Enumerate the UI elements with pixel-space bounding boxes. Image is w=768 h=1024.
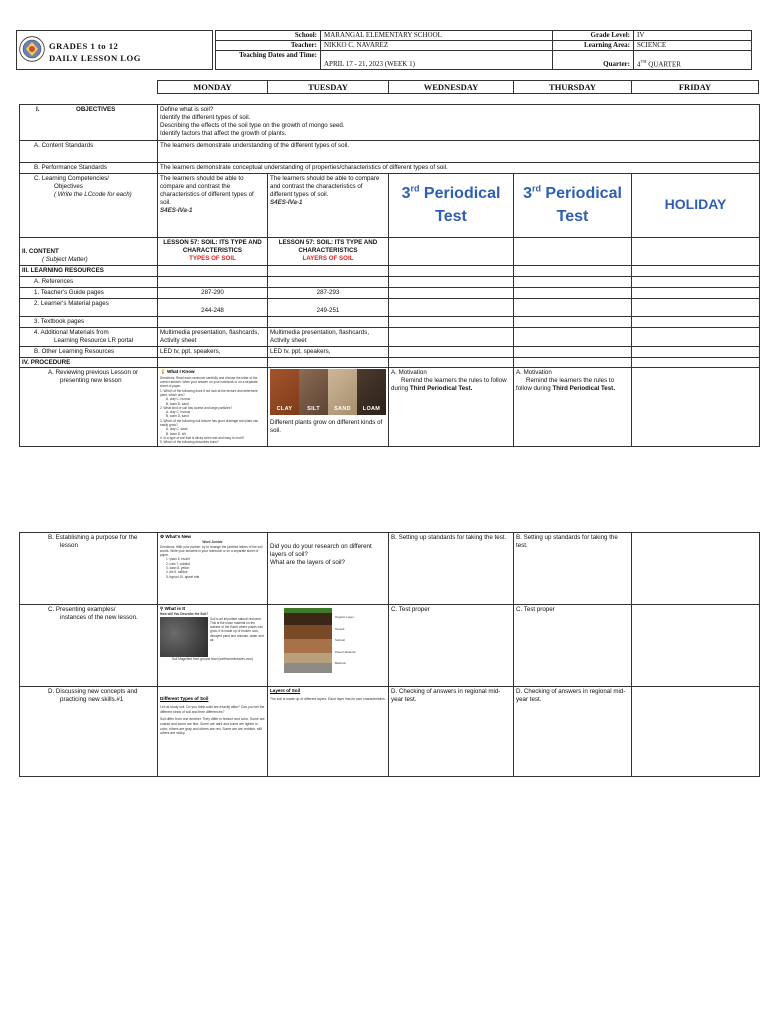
grade-value: IV [634,31,752,41]
am-mon: Multimedia presentation, flashcards, Activity sheet [158,327,268,346]
school-label: School: [216,31,321,41]
tg-tue: 287-293 [268,287,389,298]
examples-mon-worksheet: ⚲ What is It How will You Describe the Soil? Soil is an important natural resource. This is the loose material on the surface of the Earth where plants can grow. It is made up of broken rock, decayed plant and animals, water and air. Soil Magnified from ground level (earthwormheaven.com) [158,605,268,687]
procedure-label: IV. PROCEDURE [20,357,158,368]
olr-label: B. Other Learning Resources [20,346,158,357]
area-label: Learning Area: [553,41,634,51]
content-label: II. CONTENT ( Subject Matter) [20,237,158,265]
soil-photo [160,617,208,657]
references-label: A. References [20,276,158,287]
content-tue: LESSON 57: SOIL: ITS TYPE AND CHARACTERISTICS LAYERS OF SOIL [268,237,389,265]
holiday-fri: HOLIDAY [632,173,760,237]
olr-tue: LED tv, ppt, speakers, [268,346,389,357]
teacher-label: Teacher: [216,41,321,51]
purpose-tue: Did you do your research on different layers of soil? What are the layers of soil? [268,533,389,605]
soil-silt: SILT [299,369,328,415]
day-thursday: THURSDAY [514,81,632,94]
tb-label: 3. Textbook pages [20,316,158,327]
examples-thu: C. Test proper [514,605,632,687]
soil-samples-image [270,369,386,415]
review-wed: A. Motivation Remind the learners the rules to follow during Third Periodical Test. [389,368,514,446]
examples-label: C. Presenting examples/ instances of the new lesson. [20,605,158,687]
day-header [157,80,759,94]
review-thu: A. Motivation Remind the learners the rules to follow during Third Periodical Test. [514,368,632,446]
am-tue: Multimedia presentation, flashcards, Activity sheet [268,327,389,346]
grade-label: Grade Level: [553,31,634,41]
telescope-icon: ⚙ [160,534,165,539]
discuss-mon-worksheet: Different Types of Soil Let us study soil. Do you think soils are exactly alike? Can you tell the different kinds of soil and their differences? Soil differ from one another. They differ in texture and color. Some are coarse and some are fine. Some are dark and some are lighter in color, others are gray and others are red. Some are are reddish, still others are sticky. [158,687,268,777]
periodical-test-thu: 3rd Periodical Test [514,173,632,237]
performance-standards-label: B. Performance Standards [20,163,158,174]
periodical-test-wed: 3rd Periodical Test [389,173,514,237]
discuss-tue-worksheet: Layers of Soil The soil is made up of different layers. Each layer has its own characteristics. [268,687,389,777]
lm-label: 2. Learner's Material pages [20,298,158,316]
magnifier-icon: ⚲ [160,606,164,611]
log-title-line2: DAILY LESSON LOG [49,53,141,63]
competencies-label: C. Learning Competencies/ Objectives ( Write the LCcode for each) [20,173,158,237]
tg-mon: 287-290 [158,287,268,298]
soil-clay: CLAY [270,369,299,415]
competencies-tue: The learners should be able to compare and contrast the characteristics of different types of soil. S4ES-IVa-1 [268,173,389,237]
day-wednesday: WEDNESDAY [389,81,514,94]
examples-tue [268,605,389,687]
purpose-mon-worksheet: ⚙ What's New Word Jumble Directions: With your partner, try to arrange the jumbled letters of the soil words. Write your answers in your notebook or on a separate sheet of paper. 1. ylacs 6. esulirt 2. nalo 7. sullahd 3. dasn 8. yellon 4. itls 9. tuffdoe 5. bgruot 10. ajnsel ride [158,533,268,605]
content-mon: LESSON 57: SOIL: ITS TYPE AND CHARACTERISTICS TYPES OF SOIL [158,237,268,265]
discuss-thu: D. Checking of answers in regional mid-year test. [514,687,632,777]
teacher-value: NIKKO C. NAVAREZ [321,41,553,51]
purpose-wed: B. Setting up standards for taking the test. [389,533,514,605]
content-standards-text: The learners demonstrate understanding of the different types of soil. [158,141,760,163]
dates-label: Teaching Dates and Time: [216,51,321,70]
quarter-value: 4TH QUARTER [634,51,752,70]
review-mon-worksheet: 💡 What I Know Directions: Read each sentence carefully and choose the letter of the correct answer. Write your answer on your notebook or on a separate sheet of paper. 1. Which of the following does it not look at the texture and determine plant, which one? A. clay C. humus B. loam D. sand 2. What kind of soil has coarse and large particles? A. clay C. humus B. loam D. sand 3. Which of the following soil texture has good drainage and plant can easily grow? A. clay C. sand B. loam D. silt 4. Is a type of soil that is sticky when wet and easy to mold? 5. Which of the following describes loam? [158,368,268,446]
logo-box [16,30,213,70]
competencies-mon: The learners should be able to compare and contrast the characteristics of different types of soil. S4ES-IVa-1 [158,173,268,237]
soil-layers-diagram: Organic Layer Topsoil Subsoil Parent Material Bedrock [284,608,386,673]
objectives-text: Define what is soil? Identify the different types of soil. Describing the effects of the soil type on the growth of mongo seed. Identify factors that affect the growth of plants. [158,105,760,141]
quarter-label: Quarter: [553,51,634,70]
examples-wed: C. Test proper [389,605,514,687]
resources-label: III. LEARNING RESOURCES [20,265,158,276]
day-monday: MONDAY [158,81,268,94]
dates-value: APRIL 17 - 21, 2023 (WEEK 1) [321,51,553,70]
review-tue: CLAY SILT SAND LOAM Different plants grow on different kinds of soil. [268,368,389,446]
area-value: SCIENCE [634,41,752,51]
am-label: 4. Additional Materials from Learning Resource LR portal [20,327,158,346]
day-tuesday: TUESDAY [268,81,389,94]
tg-label: 1. Teacher's Guide pages [20,287,158,298]
header-table [215,30,752,70]
lesson-table-continued [19,532,760,777]
purpose-label: B. Establishing a purpose for the lesson [20,533,158,605]
lm-tue: 249-251 [268,298,389,316]
soil-sand: SAND [328,369,357,415]
day-friday: FRIDAY [632,81,759,94]
discuss-label: D. Discussing new concepts and practicing new skills.#1 [20,687,158,777]
lesson-table-main [19,104,760,447]
discuss-wed: D. Checking of answers in regional mid-year test. [389,687,514,777]
content-standards-label: A. Content Standards [20,141,158,163]
objectives-label: I. OBJECTIVES [20,105,158,141]
lm-mon: 244-248 [158,298,268,316]
performance-standards-text: The learners demonstrate conceptual understanding of properties/characteristics of different types of soil. [158,163,760,174]
olr-mon: LED tv, ppt, speakers, [158,346,268,357]
school-value: MARANGAL ELEMENTARY SCHOOL [321,31,553,41]
soil-loam: LOAM [357,369,386,415]
review-label: A. Reviewing previous Lesson or presenting new lesson [20,368,158,446]
purpose-thu: B. Setting up standards for taking the test. [514,533,632,605]
lightbulb-icon: 💡 [160,369,166,375]
log-title-line1: GRADES 1 to 12 [49,41,119,51]
